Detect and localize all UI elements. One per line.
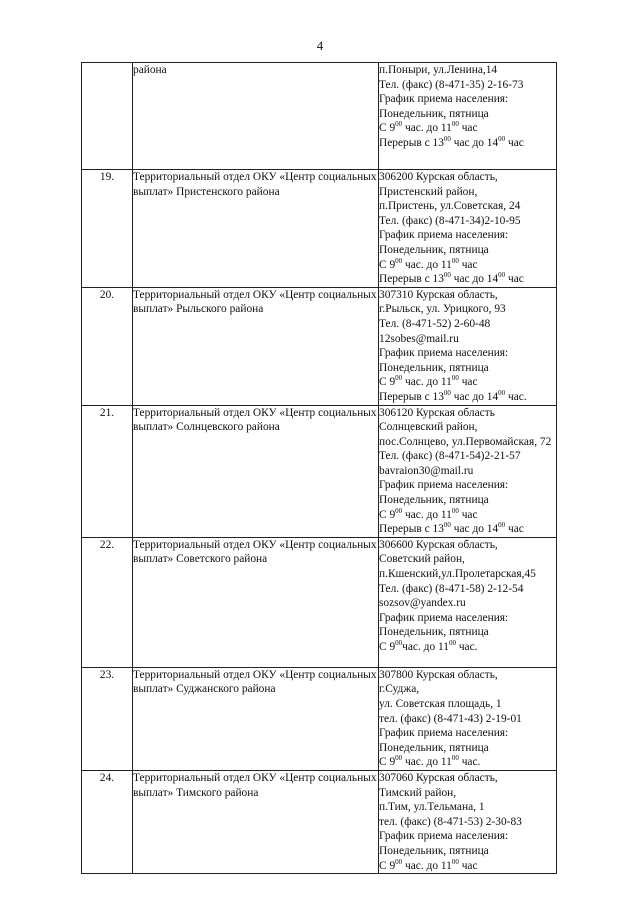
schedule-hours-mid: час. до 11 <box>402 859 452 872</box>
address-line: г.Суджа, <box>379 683 420 696</box>
offices-table <box>81 62 557 874</box>
schedule-hours-mid: час. до 11 <box>402 376 452 389</box>
table-row <box>82 667 557 770</box>
address-line: п.Кшенский,ул.Пролетарская,45 <box>379 568 536 581</box>
table-row <box>82 537 557 667</box>
office-name: Территориальный отдел ОКУ «Центр социальных выплат» Рыльского района <box>133 288 377 316</box>
schedule-hours-from-sup: 00 <box>395 506 403 515</box>
address-line: Тел. (факс) (8-471-35) 2-16-73 <box>379 78 524 91</box>
schedule-title: График приема населения: <box>379 479 509 492</box>
schedule-break <box>379 390 556 405</box>
schedule-hours <box>379 258 556 273</box>
row-number-cell <box>82 287 133 405</box>
schedule-hours-mid: час. до 11 <box>402 756 452 769</box>
schedule-hours-from-label: С 9 <box>379 756 396 769</box>
address-line: п.Тим, ул.Тельмана, 1 <box>379 801 485 814</box>
office-contacts-cell <box>379 170 557 288</box>
row-number: 20. <box>99 288 115 301</box>
office-contacts-cell <box>379 287 557 405</box>
row-number-cell <box>82 63 133 170</box>
address-line: 307310 Курская область, <box>379 288 498 301</box>
schedule-hours-from-sup: 00 <box>395 120 403 129</box>
address-line: sozsov@yandex.ru <box>379 597 466 610</box>
address-line: Пристенский район, <box>379 185 478 198</box>
schedule-days: Понедельник, пятница <box>379 243 489 256</box>
schedule-hours-mid: час. до 11 <box>402 641 449 653</box>
schedule-break-label: Перерыв с 13 <box>379 523 444 536</box>
address-line: тел. (факс) (8-471-43) 2-19-01 <box>379 712 522 725</box>
schedule-break-from-sup: 00 <box>443 521 451 530</box>
schedule-hours-to-sup: 00 <box>448 639 456 647</box>
office-name-cell <box>133 63 379 170</box>
schedule-hours-from-label: С 9 <box>379 376 396 389</box>
row-number: 21. <box>99 406 115 419</box>
row-number: 24. <box>99 772 115 784</box>
schedule-hours-from-sup: 00 <box>395 754 403 763</box>
schedule-title: График приема населения: <box>379 229 509 242</box>
address-line: Тел. (факс) (8-471-58) 2-12-54 <box>379 582 524 595</box>
office-name-cell <box>133 537 379 667</box>
address-line: п.Поныри, ул.Ленина,14 <box>379 64 498 76</box>
schedule-days: Понедельник, пятница <box>379 844 489 857</box>
schedule-hours-end: час <box>458 859 478 872</box>
address-line: Тел. (8-471-52) 2-60-48 <box>379 317 491 330</box>
schedule-break-mid: час до 14 <box>450 390 499 403</box>
table-row <box>82 405 557 537</box>
schedule-hours-from-label: С 9 <box>379 122 396 135</box>
office-contacts-cell <box>379 63 557 170</box>
schedule-title: График приема населения: <box>379 93 509 106</box>
table-row <box>82 63 557 170</box>
row-number-cell <box>82 667 133 770</box>
row-number: 19. <box>99 171 115 183</box>
schedule-break <box>379 272 556 287</box>
row-number: 22. <box>99 538 115 551</box>
schedule-break-end: час <box>505 273 524 286</box>
schedule-break <box>379 522 556 537</box>
schedule-break-end: час <box>505 136 524 149</box>
schedule-break-end: час. <box>505 390 527 403</box>
schedule-title: График приема населения: <box>379 347 509 360</box>
schedule-hours <box>379 640 556 655</box>
schedule-hours-from-label: С 9 <box>379 859 396 872</box>
schedule-break-label: Перерыв с 13 <box>379 390 444 403</box>
schedule-break-to-sup: 00 <box>498 521 506 530</box>
schedule-hours <box>379 859 556 874</box>
table-row <box>82 771 557 874</box>
office-name: Территориальный отдел ОКУ «Центр социальных выплат» Пристенского района <box>133 171 377 198</box>
office-name: Территориальный отдел ОКУ «Центр социальных выплат» Тимского района <box>133 772 377 799</box>
schedule-title: График приема населения: <box>379 611 509 624</box>
row-number-cell <box>82 405 133 537</box>
address-line: bavraion30@mail.ru <box>379 464 474 477</box>
schedule-hours-end: час. <box>455 641 478 653</box>
schedule-hours-to-sup: 00 <box>451 857 459 866</box>
address-line: Тел. (факс) (8-471-54)2-21-57 <box>379 450 521 463</box>
schedule-break-mid: час до 14 <box>450 523 499 536</box>
address-line: тел. (факс) (8-471-53) 2-30-83 <box>379 815 522 828</box>
table-row <box>82 287 557 405</box>
office-name: района <box>133 64 167 76</box>
schedule-hours-end: час <box>458 376 478 389</box>
address-line: г.Рыльск, ул. Урицкого, 93 <box>379 303 506 316</box>
schedule-hours <box>379 755 556 770</box>
schedule-hours-to-sup: 00 <box>451 754 459 763</box>
address-line: Тимский район, <box>379 786 457 799</box>
schedule-hours-from-sup: 00 <box>395 857 403 866</box>
schedule-break-to-sup: 00 <box>498 388 506 397</box>
schedule-title: График приема населения: <box>379 727 509 740</box>
schedule-hours-to-sup: 00 <box>451 256 459 265</box>
schedule-days: Понедельник, пятница <box>379 494 489 507</box>
schedule-hours-end: час <box>458 122 478 135</box>
schedule-break-end: час <box>505 523 524 536</box>
schedule-title: График приема населения: <box>379 830 509 843</box>
address-line: 307800 Курская область, <box>379 668 498 681</box>
schedule-break-label: Перерыв с 13 <box>379 273 444 286</box>
schedule-hours <box>379 508 556 523</box>
schedule-days: Понедельник, пятница <box>379 741 489 754</box>
schedule-hours-end: час <box>458 258 478 271</box>
schedule-days: Понедельник, пятница <box>379 626 489 639</box>
address-line: п.Пристень, ул.Советская, 24 <box>379 200 521 213</box>
page-number: 4 <box>316 38 324 53</box>
office-name-cell <box>133 771 379 874</box>
schedule-hours-mid: час. до 11 <box>402 508 452 521</box>
table-row <box>82 170 557 288</box>
address-line: Советский район, <box>379 553 465 566</box>
schedule-break-to-sup: 00 <box>498 271 506 280</box>
schedule-hours-from-sup: 00 <box>395 639 403 647</box>
schedule-hours-end: час. <box>458 756 481 769</box>
schedule-hours <box>379 121 556 136</box>
office-contacts-cell <box>379 537 557 667</box>
offices-table-body <box>82 63 557 874</box>
address-line: Солнцевский район, <box>379 421 478 434</box>
schedule-hours-to-sup: 00 <box>451 506 459 515</box>
schedule-break-from-sup: 00 <box>443 134 451 143</box>
address-line: 12sobes@mail.ru <box>379 332 459 345</box>
office-name-cell <box>133 287 379 405</box>
schedule-break-from-sup: 00 <box>443 271 451 280</box>
schedule-break-from-sup: 00 <box>443 388 451 397</box>
address-line: 306200 Курская область, <box>379 171 498 183</box>
schedule-hours-end: час <box>458 508 478 521</box>
schedule-days: Понедельник, пятница <box>379 361 489 374</box>
office-name: Территориальный отдел ОКУ «Центр социальных выплат» Суджанского района <box>133 668 377 696</box>
schedule-days: Понедельник, пятница <box>379 107 489 120</box>
schedule-hours-from-label: С 9 <box>379 258 396 271</box>
address-line: Тел. (факс) (8-471-34)2-10-95 <box>379 214 521 227</box>
schedule-hours-from-sup: 00 <box>395 374 403 383</box>
schedule-hours-mid: час. до 11 <box>402 258 452 271</box>
row-number-cell <box>82 170 133 288</box>
office-name-cell <box>133 405 379 537</box>
address-line: ул. Советская площадь, 1 <box>379 698 502 711</box>
row-number-cell <box>82 771 133 874</box>
office-contacts-cell <box>379 771 557 874</box>
schedule-break-mid: час до 14 <box>450 136 499 149</box>
schedule-hours-to-sup: 00 <box>451 120 459 129</box>
schedule-hours <box>379 375 556 390</box>
schedule-hours-to-sup: 00 <box>451 374 459 383</box>
schedule-break-to-sup: 00 <box>498 134 506 143</box>
address-line: 306120 Курская область <box>379 406 495 419</box>
schedule-break <box>379 136 556 151</box>
schedule-hours-mid: час. до 11 <box>402 122 452 135</box>
address-line: 307060 Курская область, <box>379 772 498 784</box>
office-name-cell <box>133 170 379 288</box>
schedule-hours-from-sup: 00 <box>395 256 403 265</box>
office-name-cell <box>133 667 379 770</box>
office-name: Территориальный отдел ОКУ «Центр социальных выплат» Советского района <box>133 538 377 566</box>
schedule-break-label: Перерыв с 13 <box>379 136 444 149</box>
address-line: пос.Солнцево, ул.Первомайская, 72 <box>379 435 552 448</box>
schedule-hours-from-label: С 9 <box>379 641 396 653</box>
schedule-hours-from-label: С 9 <box>379 508 396 521</box>
address-line: 306600 Курская область, <box>379 538 498 551</box>
office-contacts-cell <box>379 667 557 770</box>
office-contacts-cell <box>379 405 557 537</box>
row-number-cell <box>82 537 133 667</box>
office-name: Территориальный отдел ОКУ «Центр социальных выплат» Солнцевского района <box>133 406 377 434</box>
row-number: 23. <box>99 668 115 681</box>
schedule-break-mid: час до 14 <box>450 273 499 286</box>
